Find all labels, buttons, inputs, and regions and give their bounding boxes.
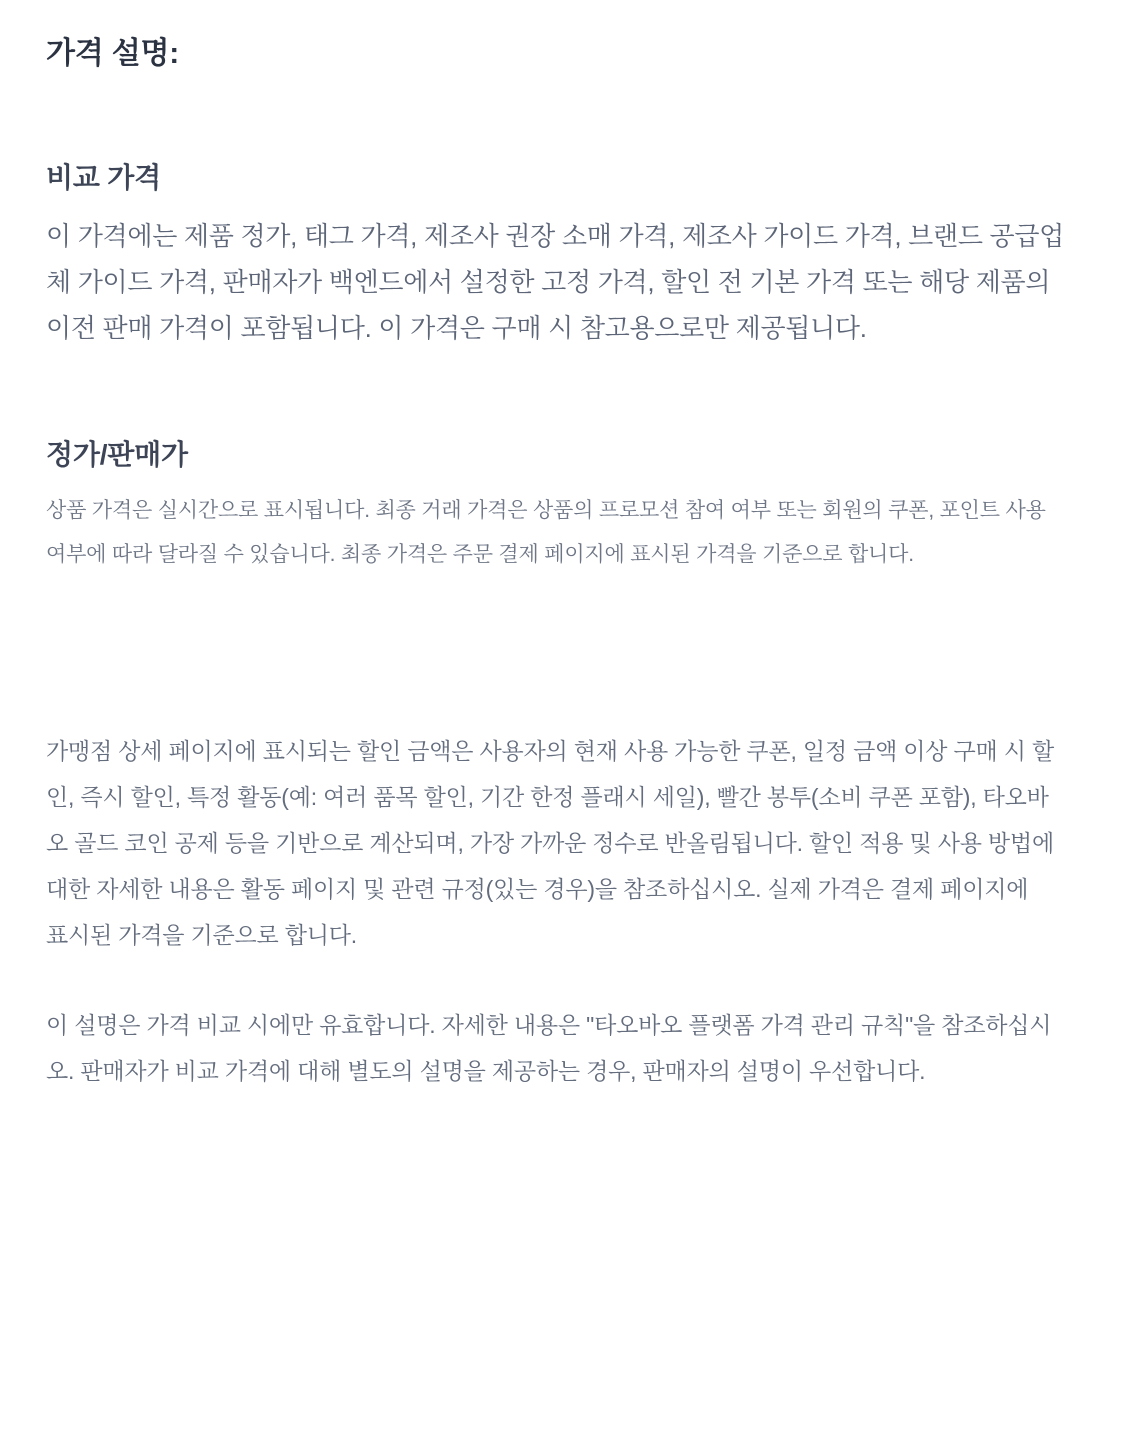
section-paragraph-platform-rules: 이 설명은 가격 비교 시에만 유효합니다. 자세한 내용은 "타오바오 플랫폼 가격 관리 규칙"을 참조하십시오. 판매자가 비교 가격에 대해 별도의 설명을 제공하는 경우, 판매자의 설명이 우선합니다. xyxy=(46,1011,1052,1084)
section-list-sale-price xyxy=(46,436,1077,578)
section-heading-list-sale-price: 정가/판매가 xyxy=(46,438,188,470)
section-paragraph-discount-calculation: 가맹점 상세 페이지에 표시되는 할인 금액은 사용자의 현재 사용 가능한 쿠폰, 일정 금액 이상 구매 시 할인, 즉시 할인, 특정 활동(예: 여러 품목 할인, 기간 한정 플래시 세일), 빨간 봉투(소비 쿠폰 포함), 타오바오 골드 코인 공제 등을 기반으로 계산되며, 가장 가까운 정수로 반올림됩니다. 할인 적용 및 사용 방법에 대한 자세한 내용은 활동 페이지 및 관련 규정(있는 경우)을 참조하십시오. 실제 가격은 결제 페이지에 표시된 가격을 기준으로 합니다. xyxy=(46,737,1054,948)
section-paragraph-list-sale-price: 상품 가격은 실시간으로 표시됩니다. 최종 거래 가격은 상품의 프로모션 참여 여부 또는 회원의 쿠폰, 포인트 사용 여부에 따라 달라질 수 있습니다. 최종 가격은 주문 결제 페이지에 표시된 가격을 기준으로 합니다. xyxy=(46,499,1046,567)
spacer xyxy=(46,578,1077,728)
section-heading-comparison-price: 비교 가격 xyxy=(46,162,161,193)
spacer xyxy=(46,958,1077,1002)
page-title: 가격 설명: xyxy=(46,37,180,70)
spacer xyxy=(46,352,1077,436)
section-paragraph-comparison-price: 이 가격에는 제품 정가, 태그 가격, 제조사 권장 소매 가격, 제조사 가이드 가격, 브랜드 공급업체 가이드 가격, 판매자가 백엔드에서 설정한 고정 가격, 할인 전 기본 가격 또는 해당 제품의 이전 판매 가격이 포함됩니다. 이 가격은 구매 시 참고용으로만 제공됩니다. xyxy=(46,220,1065,344)
section-discount-details xyxy=(46,728,1077,1094)
section-comparison-price xyxy=(46,159,1077,352)
